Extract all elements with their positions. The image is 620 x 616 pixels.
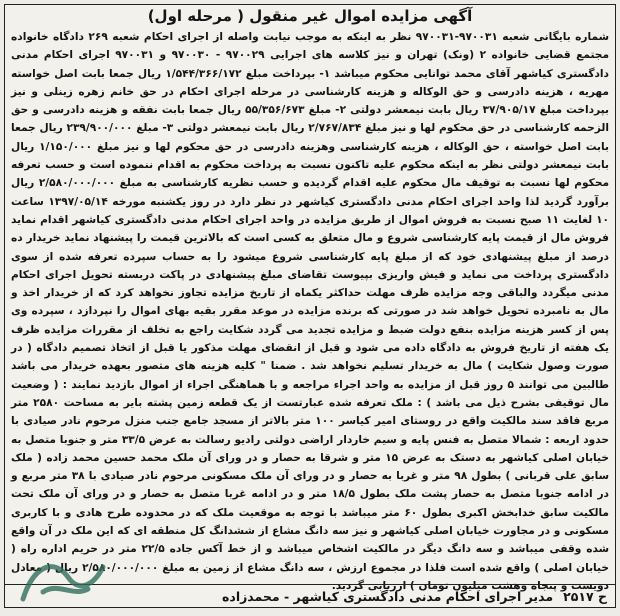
notice-body — [11, 28, 609, 595]
notice-footer — [5, 584, 615, 607]
notice-paragraph: شماره بایگانی شعبه ۹۷۰۰۳۱-۹۷۰۰۳۱ نظر به اینکه به موجب نیابت واصله از اجرای احکام شعبه ۲۶۹ دادگاه خانواده مجتمع قضایی خانواده ۲ (ونک) تهران و نیز کلاسه های اجرایی ۹۷۰۰۲۹ - ۹۷۰۰۳۰ و ۹۷۰۰۳۱ اجرای احکام مدنی دادگستری کیاشهر آقای محمد توانایی محکوم میباشد ۱- بپرداخت مبلغ ۱/۵۴۴/۳۶۶/۱۷۲ ریال جمعا بابت اصل خواسته مهریه ، هزینه دادرسی و حق الوکاله و هزینه کارشناسی در مرحله اجرای احکام در حق خانم زهره زینلی و نیز بپرداخت مبلغ ۳۷/۹۰۵/۱۷ ریال بابت نیمعشر دولتی ۲- مبلغ ۵۵/۳۵۶/۶۷۳ ریال جمعا بابت نفقه و هزینه دادرسی و حق الزحمه کارشناسی در حق محکوم لها و نیز مبلغ ۲/۷۶۷/۸۳۴ ریال بابت نیمعشر دولتی ۳- مبلغ ۲۳۹/۹۰۰/۰۰۰ ریال جمعا بابت اصل خواسته ، حق الوکاله ، هزینه کارشناسی وهزینه دادرسی در حق محکوم لها و نیز مبلغ ۱/۱۵۰/۰۰۰ ریال بابت نیمعشر دولتی نظر به اینکه محکوم علیه تاکنون نسبت به پرداخت محکوم به اقدام ننموده است و حسب تعرفه محکوم لها نسبت به توقیف مال محکوم علیه اقدام گردیده و حسب نظریه کارشناسی به مبلغ ۲/۵۸۰/۰۰۰/۰۰۰ ریال برآورد گردید لذا واحد اجرای احکام مدنی دادگستری کیاشهر در نظر دارد در روز یکشنبه مورخه ۱۳۹۷/۰۵/۱۴ ساعت ۱۰ لغایت ۱۱ صبح نسبت به فروش اموال از طریق مزایده در واحد اجرای احکام مدنی دادگستری کیاشهر اقدام نماید فروش مال از قیمت پایه کارشناسی شروع و مال متعلق به کسی است که بالاترین قیمت را پیشنهاد نماید خریدار ده درصد از مبلغ پیشنهادی خود که از مبلغ پایه کارشناسی شروع میشود را به حساب سپرده تعرفه شده از سوی دادگستری پرداخت می نماید و فیش واریزی بپیوست تقاضای مبلغ پیشنهادی در پاکت دربسته تحویل اجرای احکام مدنی میگردد والباقی وجه مزایده ظرف مهلت حداکثر یکماه از تاریخ مزایده تجاوز نخواهد کرد که از خریدار اخذ و مال به نامبرده تحویل خواهد شد در صورتی که برنده مزایده در موعد مقرر بقیه بهای اموال را نپردازد ، سپرده وی پس از کسر هزینه مزایده بنفع دولت ضبط و مزایده تجدید می گردد شکایت راجع به تخلف از مقررات مزایده ظرف یک هفته از تاریخ فروش به دادگاه داده می شود و قبل از انقضای مهلت مذکور یا قبل از اتخاذ تصمیم دادگاه ( در صورت وصول شکایت ) مال به خریدار تسلیم نخواهد شد . ضمنا " کلیه هزینه های متصور بعهده خریدار می باشد طالبین می توانند ۵ روز قبل از مزایده به واحد اجراء مراجعه و با هماهنگی اجراء از اموال بازدید نمایند : ( وضعیت مال توقیفی بشرح ذیل می باشد ) : ملک تعرفه شده عبارتست از یک قطعه زمین پشته بایر به مساحت ۲۵۸۰ متر مربع فاقد سند مالکیت واقع در روستای امیر کیاسر ۱۰۰ متر بالاتر از مسجد جامع جنب منزل مرحوم نادر صیادی با حدود اربعه : شمالا متصل به فنس پایه و سیم خاردار اراضی دولتی رادیو رسالت به عرض ۳۳/۵ متر و جنوبا متصل به خیابان اصلی کیاشهر به دستک به عرض ۱۵ متر و شرقا به حصار و در ورای آن ملک محمد حسین محمد زاده ( ملک سابق علی قربانی ) بطول ۹۸ متر و غربا به حصار و در ورای آن ملک مسکونی مرحوم نادر صیادی با ۳۸ متر مربع و در ادامه جنوبا متصل به حصار پشت ملک بطول ۱۸/۵ متر و در ادامه غربا متصل به حصار و در ورای آن ملک تحت مالکیت سابق خدابخش اکبری بطول ۶۰ متر میباشد با توجه به موقعیت ملک که در محدوده طرح هادی و با کاربری مسکونی و در مجاورت خیابان اصلی کیاشهر و نیز سه دانگ مشاع از ششدانگ کل منطقه ای که این ملک در آن واقع شده وقفی میباشد و سه دانگ دیگر در مالکیت اشخاص میباشد و از خط آکس جاده ۲۲/۵ متر در حریم اداره راه ( خیابان اصلی ) واقع شده است فلذا در مجموع ارزش ، سه دانگ مشاع از زمین به مبلغ ۲/۵۸۰/۰۰۰/۰۰۰ ریال ( معادل دویست و پنجاه وهشت میلیون تومان ) ارزیابی گردید. — [11, 31, 610, 592]
notice-title: آگهی مزایده اموال غیر منقول ( مرحله اول) — [147, 7, 473, 25]
signature-line: مدیر اجرای احکام مدنی دادگستری کیاشهر - محمدزاده — [222, 588, 554, 604]
auction-notice — [4, 4, 616, 608]
notice-code: ح ۲۵۱۷ — [563, 588, 607, 604]
